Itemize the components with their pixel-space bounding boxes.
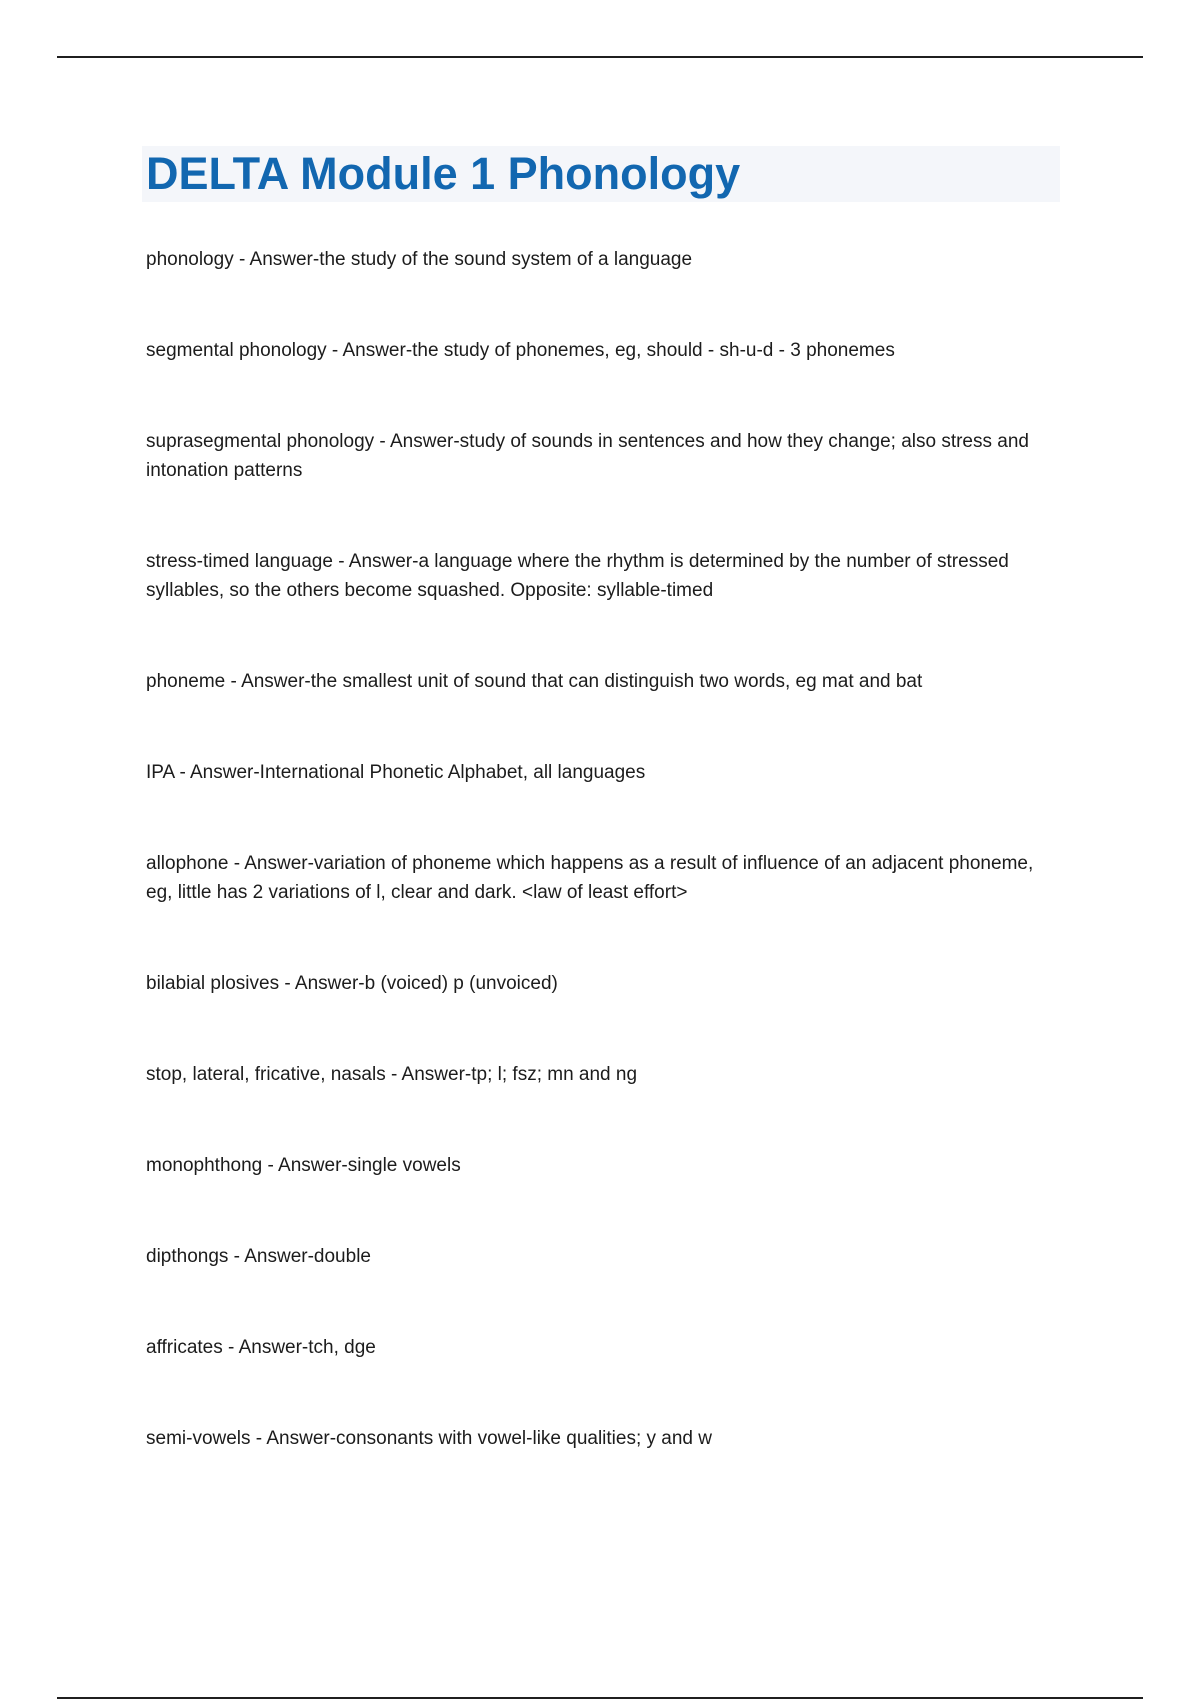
- flashcard-entry: allophone - Answer-variation of phoneme which happens as a result of influence of an adjacent phoneme, eg, little has 2 variations of l, clear and dark. <law of least effort>: [146, 853, 1034, 903]
- flashcard-entry: segmental phonology - Answer-the study of phonemes, eg, should - sh-u-d - 3 phonemes: [146, 340, 895, 361]
- flashcard-entry: monophthong - Answer-single vowels: [146, 1155, 461, 1176]
- flashcard-entry: phonology - Answer-the study of the sound system of a language: [146, 249, 693, 270]
- flashcard-entry: dipthongs - Answer-double: [146, 1246, 371, 1267]
- top-divider: [57, 56, 1143, 58]
- document-title: DELTA Module 1 Phonology: [146, 148, 741, 199]
- flashcard-entry: stress-timed language - Answer-a language where the rhythm is determined by the number of stressed syllables, so the others become squashed. Opposite: syllable-timed: [146, 551, 1009, 601]
- flashcard-entry: bilabial plosives - Answer-b (voiced) p (unvoiced): [146, 973, 558, 994]
- flashcard-entry: semi-vowels - Answer-consonants with vowel-like qualities; y and w: [146, 1428, 713, 1449]
- flashcard-entry: suprasegmental phonology - Answer-study of sounds in sentences and how they change; also stress and intonation patterns: [146, 431, 1029, 481]
- flashcard-entry: affricates - Answer-tch, dge: [146, 1337, 376, 1358]
- bottom-divider: [57, 1697, 1143, 1699]
- flashcard-entry: phoneme - Answer-the smallest unit of sound that can distinguish two words, eg mat and bat: [146, 671, 923, 692]
- flashcard-entry: stop, lateral, fricative, nasals - Answer-tp; l; fsz; mn and ng: [146, 1064, 638, 1085]
- flashcard-list: [146, 245, 1046, 1453]
- flashcard-entry: IPA - Answer-International Phonetic Alphabet, all languages: [146, 762, 646, 783]
